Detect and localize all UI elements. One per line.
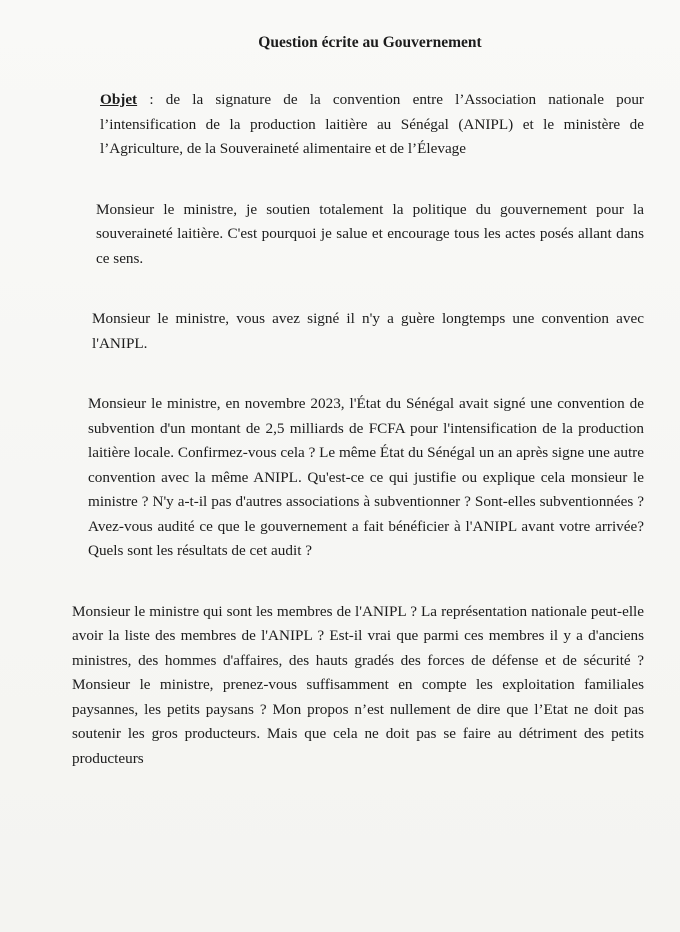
- objet-paragraph: [76, 88, 644, 162]
- paragraph-2: Monsieur le ministre, vous avez signé il n'y a guère longtemps une convention avec l'ANIPL.: [92, 310, 644, 352]
- paragraph-4: Monsieur le ministre qui sont les membres de l'ANIPL ? La représentation nationale peut-elle avoir la liste des membres de l'ANIPL ? Est-il vrai que parmi ces membres il y a d'anciens ministres, des hommes d'affaires, des hauts gradés des forces de défense et de sécurité ? Monsieur le ministre, prenez-vous suffisamment en compte les exploitation familiales paysannes, les petits paysans ? Mon propos n’est nullement de dire que l’Etat ne doit pas soutenir les gros producteurs. Mais que cela ne doit pas se faire au détriment des petits producteurs: [72, 602, 644, 767]
- paragraph-3: Monsieur le ministre, en novembre 2023, l'État du Sénégal avait signé une convention de subvention d'un montant de 2,5 milliards de FCFA pour l'intensification de la production laitière locale. Confirmez-vous cela ? Le même État du Sénégal un an après signe une autre convention avec la même ANIPL. Qu'est-ce ce qui justifie ou explique cela monsieur le ministre ? N'y a-t-il pas d'autres associations à subventionner ? Sont-elles subventionnées ? Avez-vous audité ce que le gouvernement a fait bénéficier à l'ANIPL avant votre arrivée? Quels sont les résultats de cet audit ?: [88, 395, 644, 559]
- document-title: Question écrite au Gouvernement: [258, 34, 482, 51]
- objet-text: : de la signature de la convention entre l’Association nationale pour l’intensification de la production laitière au Sénégal (ANIPL) et le ministère de l’Agriculture, de la Souveraineté alimentaire et de l’Élevage: [100, 91, 644, 157]
- objet-label: Objet: [100, 91, 138, 108]
- paragraph-1: Monsieur le ministre, je soutien totalement la politique du gouvernement pour la souveraineté laitière. C'est pourquoi je salue et encourage tous les actes posés allant dans ce sens.: [96, 200, 644, 267]
